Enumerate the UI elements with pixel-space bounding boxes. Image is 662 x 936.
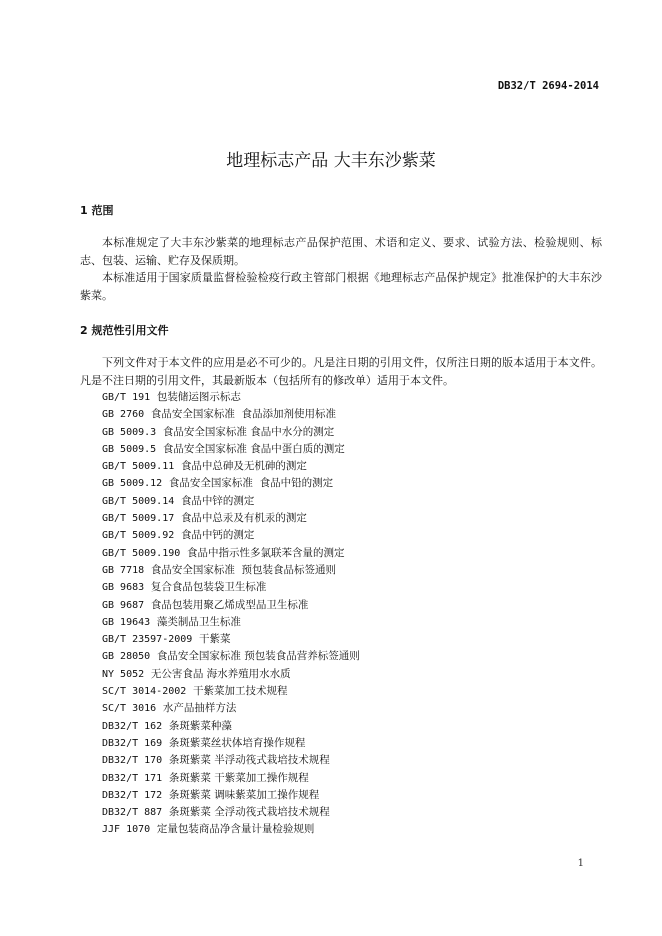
standard-number: DB32/T 2694-2014 xyxy=(497,80,599,92)
reference-item xyxy=(102,770,360,787)
reference-item xyxy=(102,458,360,475)
reference-code: GB 5009.3 xyxy=(102,426,157,438)
reference-title: 食品安全国家标准 食品中铅的测定 xyxy=(168,477,334,490)
reference-title: 条斑紫菜 调味紫菜加工操作规程 xyxy=(168,788,320,801)
reference-title: 食品安全国家标准 预包装食品营养标签通则 xyxy=(156,650,360,663)
reference-title: 包装储运图示标志 xyxy=(156,391,241,403)
reference-item xyxy=(102,804,360,821)
reference-code: SC/T 3016 xyxy=(102,703,157,715)
section-1-paragraph-2: 本标准适用于国家质量监督检验检疫行政主管部门根据《地理标志产品保护规定》批准保护的大丰东沙紫菜。 xyxy=(80,271,602,302)
reference-item xyxy=(102,821,360,838)
reference-code: GB/T 5009.92 xyxy=(102,530,175,542)
reference-title: 藻类制品卫生标准 xyxy=(156,615,241,628)
reference-code: GB/T 5009.17 xyxy=(102,513,175,525)
reference-code: DB32/T 162 xyxy=(102,720,163,732)
document-title: 地理标志产品 大丰东沙紫菜 xyxy=(226,151,436,171)
reference-code: DB32/T 887 xyxy=(102,807,163,819)
reference-title: 食品安全国家标准 食品中蛋白质的测定 xyxy=(162,442,345,455)
reference-item xyxy=(102,562,360,579)
reference-title: 食品中钙的测定 xyxy=(180,529,255,542)
reference-item xyxy=(102,424,360,441)
section-2-heading: 2 规范性引用文件 xyxy=(80,324,169,337)
reference-code: GB 19643 xyxy=(102,616,151,628)
reference-item xyxy=(102,475,360,492)
reference-title: 干紫菜加工技术规程 xyxy=(192,685,288,698)
reference-item xyxy=(102,648,360,665)
reference-item xyxy=(102,666,360,683)
reference-code: GB/T 191 xyxy=(102,392,151,403)
reference-item xyxy=(102,787,360,804)
reference-title: 食品中锌的测定 xyxy=(180,494,255,507)
reference-item xyxy=(102,441,360,458)
reference-code: GB 7718 xyxy=(102,564,145,576)
reference-code: JJF 1070 xyxy=(102,824,151,836)
reference-title: 水产品抽样方法 xyxy=(162,702,237,715)
reference-item xyxy=(102,389,360,406)
reference-item xyxy=(102,614,360,631)
reference-item xyxy=(102,510,360,527)
reference-title: 食品安全国家标准 食品中水分的测定 xyxy=(162,425,335,438)
section-1-paragraph-1: 本标准规定了大丰东沙紫菜的地理标志产品保护范围、术语和定义、要求、试验方法、检验规则、标志、包装、运输、贮存及保质期。 xyxy=(80,236,602,267)
reference-title: 复合食品包装袋卫生标准 xyxy=(150,581,267,594)
reference-list xyxy=(102,389,360,839)
reference-code: GB 9687 xyxy=(102,599,145,611)
reference-item xyxy=(102,597,360,614)
reference-title: 食品安全国家标准 食品添加剂使用标准 xyxy=(150,408,337,421)
reference-item xyxy=(102,718,360,735)
reference-item xyxy=(102,527,360,544)
reference-title: 定量包装商品净含量计量检验规则 xyxy=(156,823,315,836)
reference-title: 食品中总砷及无机砷的测定 xyxy=(180,460,307,473)
reference-title: 食品安全国家标准 预包装食品标签通则 xyxy=(150,563,337,576)
reference-code: DB32/T 171 xyxy=(102,772,163,784)
reference-title: 条斑紫菜 全浮动筏式栽培技术规程 xyxy=(168,806,330,819)
reference-code: GB/T 5009.14 xyxy=(102,495,175,507)
reference-code: NY 5052 xyxy=(102,668,145,680)
section-2-intro: 下列文件对于本文件的应用是必不可少的。凡是注日期的引用文件，仅所注日期的版本适用于本文件。凡是不注日期的引用文件，其最新版本（包括所有的修改单）适用于本文件。 xyxy=(80,356,602,387)
page-number: 1 xyxy=(577,858,584,869)
reference-code: GB/T 5009.11 xyxy=(102,461,175,473)
reference-code: GB 2760 xyxy=(102,409,145,421)
reference-code: GB 5009.12 xyxy=(102,478,163,490)
reference-code: GB/T 23597-2009 xyxy=(102,634,193,646)
reference-item xyxy=(102,700,360,717)
reference-code: GB 5009.5 xyxy=(102,443,157,455)
reference-code: DB32/T 170 xyxy=(102,755,163,767)
reference-title: 食品包装用聚乙烯成型品卫生标准 xyxy=(150,598,309,611)
reference-code: GB 9683 xyxy=(102,582,145,594)
reference-item xyxy=(102,735,360,752)
reference-code: DB32/T 169 xyxy=(102,737,163,749)
reference-item xyxy=(102,493,360,510)
reference-item xyxy=(102,406,360,423)
reference-item xyxy=(102,752,360,769)
reference-title: 食品中指示性多氯联苯含量的测定 xyxy=(186,546,345,559)
reference-code: DB32/T 172 xyxy=(102,789,163,801)
reference-title: 条斑紫菜 半浮动筏式栽培技术规程 xyxy=(168,754,330,767)
section-1-heading: 1 范围 xyxy=(80,204,114,217)
reference-title: 食品中总汞及有机汞的测定 xyxy=(180,512,307,525)
reference-item xyxy=(102,545,360,562)
reference-title: 条斑紫菜 干紫菜加工操作规程 xyxy=(168,771,309,784)
reference-code: GB 28050 xyxy=(102,651,151,663)
reference-title: 无公害食品 海水养殖用水水质 xyxy=(150,667,291,680)
reference-code: GB/T 5009.190 xyxy=(102,547,181,559)
reference-item xyxy=(102,631,360,648)
reference-title: 条斑紫菜丝状体培育操作规程 xyxy=(168,736,306,749)
reference-item xyxy=(102,683,360,700)
reference-title: 条斑紫菜种藻 xyxy=(168,719,232,732)
reference-title: 干紫菜 xyxy=(199,633,231,646)
reference-code: SC/T 3014-2002 xyxy=(102,686,187,698)
reference-item xyxy=(102,579,360,596)
